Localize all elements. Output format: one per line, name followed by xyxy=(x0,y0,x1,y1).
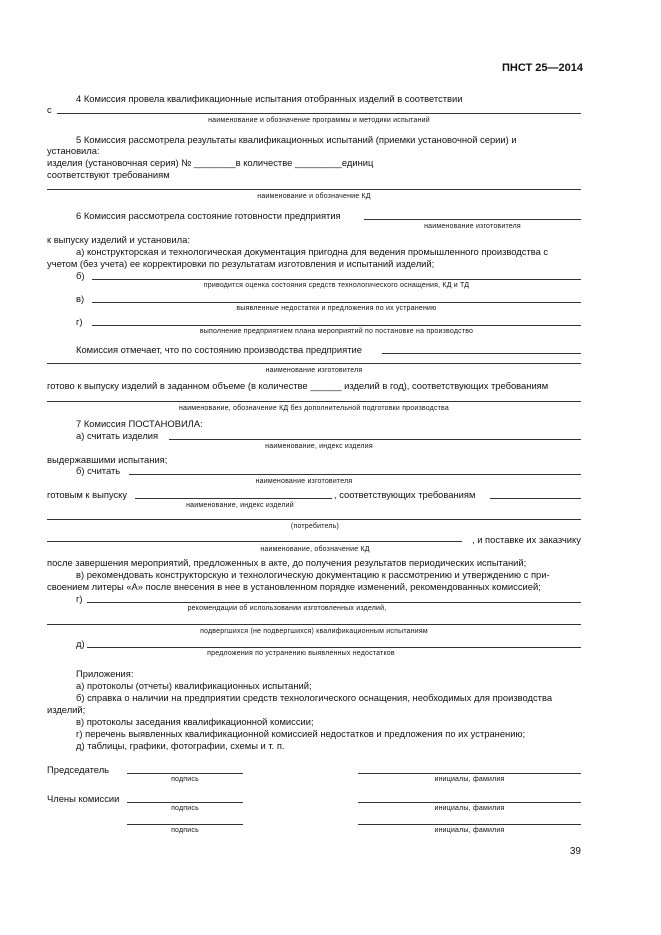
item-label: д) xyxy=(76,638,85,649)
item-label: в) xyxy=(76,293,85,304)
section-6-text: а) конструкторская и технологическая документация пригодна для ведения промышленного производства с xyxy=(76,246,549,257)
section-5-text: 5 Комиссия рассмотрела результаты квалификационных испытаний (приемки установочной серии) и xyxy=(76,134,517,145)
signature-line xyxy=(358,802,581,803)
appendix-item: изделий; xyxy=(47,704,86,715)
initials-caption: инициалы, фамилия xyxy=(434,827,505,834)
caption: наименование, индекс изделия xyxy=(265,443,373,450)
fill-line xyxy=(490,498,581,499)
section-7-text: своением литеры «А» после внесения в нее в установленном порядке изменений, рекомендованных комиссией; xyxy=(47,581,541,592)
initials-caption: инициалы, фамилия xyxy=(434,776,505,783)
section-7-text: выдержавшими испытания; xyxy=(47,454,168,465)
fill-line xyxy=(57,113,581,114)
caption: наименование изготовителя xyxy=(265,367,363,374)
caption: наименование изготовителя xyxy=(424,223,521,230)
appendix-title: Приложения: xyxy=(76,668,134,679)
page-number: 39 xyxy=(569,846,581,857)
signature-line xyxy=(358,773,581,774)
fill-line xyxy=(47,519,581,520)
appendix-item: д) таблицы, графики, фотографии, схемы и т. п. xyxy=(76,740,285,751)
item-label: г) xyxy=(76,316,83,327)
caption: наименование и обозначение КД xyxy=(257,193,371,200)
caption: выявленные недостатки и предложения по их устранению xyxy=(236,305,437,312)
section-5-text: соответствуют требованиям xyxy=(47,169,170,180)
fill-line xyxy=(47,401,581,402)
caption: наименование изготовителя xyxy=(255,478,353,485)
section-5-text: изделия (установочная серия) № ________в количестве _________единиц xyxy=(47,157,374,168)
item-label: б) xyxy=(76,270,85,281)
fill-line xyxy=(92,279,581,280)
section-5-text: установила: xyxy=(47,145,100,156)
section-7-title: 7 Комиссия ПОСТАНОВИЛА: xyxy=(76,418,203,429)
section-6-text: 6 Комиссия рассмотрела состояние готовности предприятия xyxy=(76,210,341,221)
doc-code: ПНСТ 25—2014 xyxy=(501,62,583,74)
signature-line xyxy=(127,773,243,774)
section-7-text: после завершения мероприятий, предложенных в акте, до получения результатов периодических испытаний; xyxy=(47,557,527,568)
appendix-item: а) протоколы (отчеты) квалификационных испытаний; xyxy=(76,680,312,691)
section-4-prefix: с xyxy=(47,104,52,115)
signature-caption: подпись xyxy=(171,776,199,783)
fill-line xyxy=(169,439,581,440)
caption: наименование и обозначение программы и методики испытаний xyxy=(208,117,430,124)
fill-line xyxy=(47,189,581,190)
section-7-text: , соответствующих требованиям xyxy=(334,489,476,500)
caption: выполнение предприятием плана мероприятий по постановке на производство xyxy=(199,328,474,335)
fill-line xyxy=(47,541,462,542)
section-7-text: готовым к выпуску xyxy=(47,489,128,500)
section-4-text: 4 Комиссия провела квалификационные испытания отобранных изделий в соответствии xyxy=(76,93,463,104)
signature-line xyxy=(127,802,243,803)
signature-line xyxy=(358,824,581,825)
caption: подвергшихся (не подвергшихся) квалификационным испытаниям xyxy=(200,628,428,635)
section-6-text: готово к выпуску изделий в заданном объеме (в количестве ______ изделий в год), соответствующих требованиям xyxy=(47,380,549,391)
section-6-text: к выпуску изделий и установила: xyxy=(47,234,190,245)
fill-line xyxy=(382,353,581,354)
signature-caption: подпись xyxy=(171,827,199,834)
caption: приводится оценка состояния средств технологического оснащения, КД и ТД xyxy=(203,282,470,289)
caption: наименование, обозначение КД xyxy=(260,546,370,553)
caption: предложения по устранению выявленных недостатков xyxy=(207,650,395,657)
caption: наименование, обозначение КД без дополнительной подготовки производства xyxy=(178,405,449,412)
chair-label: Председатель xyxy=(47,764,110,775)
section-7-text: а) считать изделия xyxy=(76,430,159,441)
caption: рекомендации об использовании изготовленных изделий, xyxy=(187,605,387,612)
appendix-item: в) протоколы заседания квалификационной комиссии; xyxy=(76,716,314,727)
fill-line xyxy=(47,363,581,364)
signature-line xyxy=(127,824,243,825)
fill-line xyxy=(87,602,581,603)
section-7-text: б) считать xyxy=(76,465,121,476)
fill-line xyxy=(87,647,581,648)
item-label: г) xyxy=(76,593,83,604)
fill-line xyxy=(92,302,581,303)
fill-line xyxy=(47,624,581,625)
signature-caption: подпись xyxy=(171,805,199,812)
members-label: Члены комиссии xyxy=(47,793,120,804)
fill-line xyxy=(129,474,581,475)
appendix-item: б) справка о наличии на предприятии средств технологического оснащения, необходимых для производства xyxy=(76,692,553,703)
initials-caption: инициалы, фамилия xyxy=(434,805,505,812)
fill-line xyxy=(135,498,332,499)
section-6-text: учетом (без учета) ее корректировки по результатам изготовления и испытаний изделий; xyxy=(47,258,435,269)
appendix-item: г) перечень выявленных квалификационной комиссией недостатков и предложения по их устранению; xyxy=(76,728,526,739)
caption: наименование, индекс изделий xyxy=(186,502,294,509)
section-7-text: в) рекомендовать конструкторскую и технологическую документацию к рассмотрению и утверждению с при- xyxy=(76,569,550,580)
caption: (потребитель) xyxy=(290,523,340,530)
fill-line xyxy=(364,219,581,220)
section-6-text: Комиссия отмечает, что по состоянию производства предприятие xyxy=(76,344,362,355)
section-7-text: , и поставке их заказчику xyxy=(472,534,581,545)
fill-line xyxy=(92,325,581,326)
